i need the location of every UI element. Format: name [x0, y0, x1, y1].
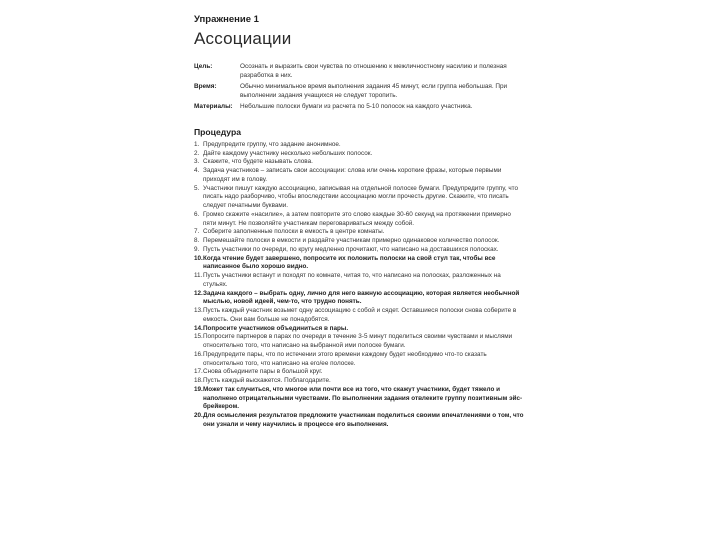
- procedure-step: [194, 141, 524, 150]
- procedure-step: [194, 246, 524, 255]
- meta-value: Осознать и выразить свои чувства по отношению к межличностному насилию и полезная разработка в них.: [240, 63, 507, 79]
- step-number: 10.: [194, 254, 203, 262]
- meta-value: Небольшие полоски бумаги из расчета по 5-10 полосок на каждого участника.: [240, 103, 473, 111]
- step-text: Перемешайте полоски в емкости и раздайте участникам примерно одинаковое количество полосок.: [203, 237, 500, 245]
- step-text: Задача каждого – выбрать одну, лично для него важную ассоциацию, которая является необычной мыслью, новой идеей, чем-то, что трудно понять.: [203, 289, 520, 306]
- procedure-step: [194, 255, 524, 273]
- meta-key: Цель:: [194, 63, 213, 70]
- step-text: Дайте каждому участнику несколько небольших полосок.: [203, 149, 373, 157]
- procedure-step: [194, 307, 524, 325]
- procedure-step: [194, 386, 524, 412]
- step-number: 14.: [194, 324, 203, 332]
- procedure-steps: [194, 141, 524, 430]
- meta-value: Обычно минимальное время выполнения задания 45 минут, если группа небольшая. При выполнении задания учащихся не следует торопить.: [240, 83, 508, 99]
- step-text: Предупредите пары, что по истечении этого времени каждому будет необходимо что-то сказать относительно того, что написано на его/ее полоске.: [203, 350, 487, 367]
- step-number: 20.: [194, 412, 203, 420]
- procedure-step: [194, 211, 524, 229]
- procedure-step: [194, 272, 524, 290]
- step-number: 15.: [194, 333, 203, 341]
- page-title: Ассоциации: [194, 29, 292, 48]
- procedure-step: [194, 228, 524, 237]
- step-text: Может так случиться, что многое или почти все из того, что скажут участники, будет тяжело и наполнено отрицательными чувствами. По выполнении задания отвлеките группу позитивным эйс-брейкером.: [203, 385, 523, 411]
- step-number: 12.: [194, 289, 203, 297]
- procedure-step: [194, 185, 524, 211]
- procedure-step: [194, 158, 524, 167]
- procedure-step: [194, 237, 524, 246]
- step-number: 5.: [194, 184, 200, 192]
- step-number: 6.: [194, 210, 200, 218]
- step-number: 9.: [194, 245, 200, 253]
- meta-row: [194, 103, 524, 112]
- step-number: 2.: [194, 149, 200, 157]
- step-number: 4.: [194, 167, 200, 175]
- procedure-step: [194, 290, 524, 308]
- step-number: 7.: [194, 228, 200, 236]
- step-number: 8.: [194, 237, 200, 245]
- step-text: Громко скажите «насилие», а затем повторите это слово каждые 30-60 секунд на протяжении примерно пяти минут. Не позволяйте участникам переговариваться между собой.: [203, 210, 511, 227]
- exercise-label: Упражнение 1: [194, 14, 259, 25]
- step-text: Попросите участников объединиться в пары.: [203, 324, 349, 332]
- meta-key: Материалы:: [194, 103, 233, 111]
- step-number: 18.: [194, 377, 203, 385]
- step-text: Попросите партнеров в парах по очереди в течение 3-5 минут поделиться своими чувствами и мыслями относительно того, что написано на выбранной ими полоске бумаги.: [203, 333, 513, 350]
- step-text: Предупредите группу, что задание анонимное.: [203, 140, 341, 148]
- procedure-step: [194, 325, 524, 334]
- exercise-meta: [194, 63, 524, 112]
- procedure-step: [194, 377, 524, 386]
- step-text: Задача участников – записать свои ассоциации: слова или очень короткие фразы, которые первыми приходят им в голову.: [203, 167, 502, 183]
- step-text: Скажите, что будете называть слова.: [203, 158, 313, 166]
- procedure-step: [194, 412, 524, 430]
- step-number: 11.: [194, 272, 203, 280]
- step-text: Пусть каждый участник возьмет одну ассоциацию с собой и сядет. Оставшиеся полоски снова соберите в емкость. Они вам больше не понадобятся.: [203, 307, 517, 323]
- meta-row: [194, 63, 524, 80]
- step-text: Пусть участники встанут и походят по комнате, читая то, что написано на полосках, разложенных на стульях.: [203, 272, 501, 288]
- meta-key: Время:: [194, 83, 217, 91]
- step-text: Для осмысления результатов предложите участникам поделиться своими впечатлениями о том, что они узнали и чему научились в процессе его выполнения.: [203, 412, 524, 428]
- procedure-step: [194, 351, 524, 369]
- step-text: Соберите заполненные полоски в емкость в центре комнаты.: [203, 228, 385, 236]
- step-text: Пусть участники по очереди, по кругу медленно прочитают, что написано на доставшихся полосках.: [203, 245, 499, 253]
- step-number: 16.: [194, 350, 203, 358]
- step-number: 1.: [194, 140, 200, 148]
- step-text: Снова объедините пары в большой круг.: [203, 368, 323, 376]
- step-number: 3.: [194, 158, 200, 166]
- step-text: Участники пишут каждую ассоциацию, записывая на отдельной полоске бумаги. Предупредите группу, что писать надо разборчиво, чтобы впоследствии ассоциацию могли прочесть другие. Скажите, что писать следует печатными буквами.: [203, 184, 519, 210]
- content-column: [194, 14, 524, 430]
- step-number: 19.: [194, 385, 203, 393]
- procedure-title: Процедура: [194, 126, 241, 137]
- procedure-step: [194, 167, 524, 185]
- step-text: Когда чтение будет завершено, попросите их положить полоски на свой стул так, чтобы все написанное было хорошо видно.: [203, 254, 496, 271]
- step-number: 13.: [194, 307, 203, 315]
- meta-row: [194, 83, 524, 100]
- procedure-step: [194, 333, 524, 351]
- step-number: 17.: [194, 368, 203, 376]
- procedure-step: [194, 368, 524, 377]
- step-text: Пусть каждый выскажется. Поблагодарите.: [203, 377, 331, 385]
